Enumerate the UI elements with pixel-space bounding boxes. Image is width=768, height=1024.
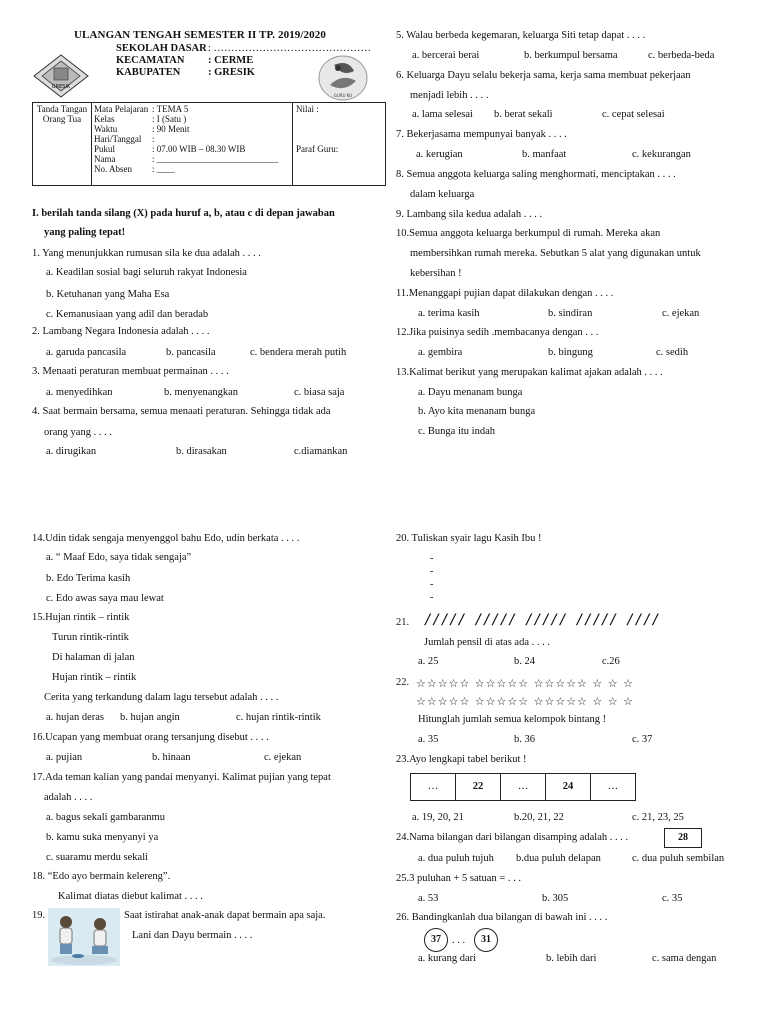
q7-option-a[interactable]: a. kerugian — [416, 149, 463, 160]
q12-option-c[interactable]: c. sedih — [656, 347, 689, 358]
q14-option-c[interactable]: c. Edo awas saya mau lewat — [46, 593, 164, 604]
school-value: : ……………………………………… — [208, 43, 372, 54]
q11-option-c[interactable]: c. ejekan — [662, 308, 700, 319]
kecamatan-value: : CERME — [208, 55, 254, 66]
q15-option-b[interactable]: b. hujan angin — [120, 712, 180, 723]
student-info-table — [32, 102, 386, 186]
question-13: 13.Kalimat berikut yang merupakan kalimat ajakan adalah . . . . — [396, 367, 663, 378]
question-24: 24.Nama bilangan dari bilangan disamping adalah . . . . — [396, 832, 629, 843]
q23-option-a[interactable]: a. 19, 20, 21 — [412, 812, 464, 823]
number-sequence-table — [410, 773, 636, 801]
info-label-name: Nama — [94, 154, 116, 164]
section-instruction-line2: yang paling tepat! — [44, 227, 126, 238]
question-16: 16.Ucapan yang membuat orang tersanjung disebut . . . . — [32, 732, 269, 743]
q2-option-b[interactable]: b. pancasila — [166, 347, 216, 358]
question-18-line2: Kalimat diatas diebut kalimat . . . . — [58, 891, 203, 902]
q13-option-c[interactable]: c. Bunga itu indah — [418, 426, 495, 437]
question-17-line2: adalah . . . . — [44, 792, 93, 803]
info-label-date: Hari/Tanggal — [94, 134, 142, 144]
q15-lyric-line2: Di halaman di jalan — [52, 652, 135, 663]
question-23: 23.Ayo lengkapi tabel berikut ! — [396, 754, 527, 765]
q22-option-c[interactable]: c. 37 — [632, 734, 653, 745]
q3-option-a[interactable]: a. menyedihkan — [46, 387, 113, 398]
sequence-cell-1[interactable]: … — [410, 773, 456, 801]
q24-option-a[interactable]: a. dua puluh tujuh — [418, 853, 494, 864]
kabupaten-value: : GRESIK — [208, 67, 255, 78]
info-value-subject: : TEMA 5 — [152, 104, 189, 114]
q1-option-c[interactable]: c. Kemanusiaan yang adil dan beradab — [46, 309, 209, 320]
question-3: 3. Menaati peraturan membuat permainan . . . . — [32, 366, 229, 377]
nilai-label[interactable]: Nilai : — [296, 104, 319, 114]
q16-option-a[interactable]: a. pujian — [46, 752, 83, 763]
parent-signature-cell[interactable] — [33, 103, 92, 186]
q13-option-b[interactable]: b. Ayo kita menanam bunga — [418, 406, 536, 417]
info-value-absen-field[interactable]: : ____ — [152, 164, 175, 174]
question-10-line2: membersihkan rumah mereka. Sebutkan 5 alat yang digunakan untuk — [410, 248, 701, 259]
sequence-cell-5[interactable]: … — [591, 773, 636, 801]
question-21-number: 21. — [396, 617, 410, 628]
question-10-line3: kebersihan ! — [410, 268, 462, 279]
q16-option-c[interactable]: c. ejekan — [264, 752, 302, 763]
question-4-line1: 4. Saat bermain bersama, semua menaati peraturan. Sehingga tidak ada — [32, 406, 331, 417]
q4-option-a[interactable]: a. dirugikan — [46, 446, 97, 457]
sequence-cell-4: 24 — [546, 773, 591, 801]
compare-number-left: 37 — [424, 928, 448, 952]
q24-option-c[interactable]: c. dua puluh sembilan — [632, 853, 725, 864]
section-instruction-line1: I. berilah tanda silang (X) pada huruf a, b, atau c di depan jawaban — [32, 208, 335, 219]
info-label-absen: No. Absen — [94, 164, 132, 174]
q2-option-c[interactable]: c. bendera merah putih — [250, 347, 347, 358]
question-14: 14.Udin tidak sengaja menyenggol bahu Edo, udin berkata . . . . — [32, 533, 300, 544]
question-22-number: 22. — [396, 677, 410, 688]
q6-option-a[interactable]: a. lama selesai — [412, 109, 473, 120]
q1-option-a[interactable]: a. Keadilan sosial bagi seluruh rakyat Indonesia — [46, 267, 247, 278]
q23-option-b[interactable]: b.20, 21, 22 — [514, 812, 564, 823]
q25-option-b[interactable]: b. 305 — [542, 893, 569, 904]
q26-option-a[interactable]: a. kurang dari — [418, 953, 477, 964]
question-17-line1: 17.Ada teman kalian yang pandai menyanyi. Kalimat pujian yang tepat — [32, 772, 331, 783]
info-value-class: : I (Satu ) — [152, 114, 187, 124]
question-19-number: 19. — [32, 910, 46, 921]
q15-question: Cerita yang terkandung dalam lagu tersebut adalah . . . . — [44, 692, 279, 703]
compare-number-right: 31 — [474, 928, 498, 952]
q21-option-c[interactable]: c.26 — [602, 656, 620, 667]
q20-blank-1[interactable]: - — [430, 553, 434, 564]
q15-option-c[interactable]: c. hujan rintik-rintik — [236, 712, 321, 723]
q3-option-b[interactable]: b. menyenangkan — [164, 387, 239, 398]
info-value-name-field[interactable]: : ___________________________ — [152, 154, 279, 164]
question-9: 9. Lambang sila kedua adalah . . . . — [396, 209, 543, 220]
q25-option-a[interactable]: a. 53 — [418, 893, 439, 904]
number-box-28: 28 — [664, 828, 702, 848]
q11-option-a[interactable]: a. terima kasih — [418, 308, 480, 319]
q6-option-c[interactable]: c. cepat selesai — [602, 109, 665, 120]
q2-option-a[interactable]: a. garuda pancasila — [46, 347, 127, 358]
q15-lyric-line3: Hujan rintik – rintik — [52, 672, 137, 683]
question-4-line2: orang yang . . . . — [44, 427, 112, 438]
info-label-class: Kelas — [94, 114, 115, 124]
info-value-time: : 90 Menit — [152, 124, 190, 134]
question-6-line2: menjadi lebih . . . . — [410, 90, 489, 101]
question-21: Jumlah pensil di atas ada . . . . — [424, 637, 550, 648]
q5-option-c[interactable]: c. berbeda-beda — [648, 50, 715, 61]
question-26: 26. Bandingkanlah dua bilangan di bawah ini . . . . — [396, 912, 608, 923]
q21-option-a[interactable]: a. 25 — [418, 656, 439, 667]
question-25: 25.3 puluhan + 5 satuan = . . . — [396, 873, 521, 884]
question-19-line1: Saat istirahat anak-anak dapat bermain apa saja. — [124, 910, 326, 921]
q7-option-b[interactable]: b. manfaat — [522, 149, 567, 160]
q20-blank-4[interactable]: - — [430, 592, 434, 603]
q17-option-c[interactable]: c. suaramu merdu sekali — [46, 852, 149, 863]
paraf-guru-label[interactable]: Paraf Guru: — [296, 144, 339, 154]
q24-option-b[interactable]: b.dua puluh delapan — [516, 853, 601, 864]
q12-option-a[interactable]: a. gembira — [418, 347, 463, 358]
q21-option-b[interactable]: b. 24 — [514, 656, 535, 667]
info-value-hour: : 07.00 WIB – 08.30 WIB — [152, 144, 246, 154]
logo-text: GURU KU — [333, 93, 353, 98]
q15-lyric-line1: Turun rintik-rintik — [52, 632, 129, 643]
q13-option-a[interactable]: a. Dayu menanam bunga — [418, 387, 523, 398]
gresik-seal-logo — [32, 54, 90, 98]
question-20: 20. Tuliskan syair lagu Kasih Ibu ! — [396, 533, 542, 544]
question-19-line2: Lani dan Dayu bermain . . . . — [132, 930, 253, 941]
question-8-line1: 8. Semua anggota keluarga saling menghormati, menciptakan . . . . — [396, 169, 676, 180]
info-value-date[interactable]: : — [152, 134, 155, 144]
q26-option-c[interactable]: c. sama dengan — [652, 953, 717, 964]
question-15: 15.Hujan rintik – rintik — [32, 612, 130, 623]
question-10-line1: 10.Semua anggota keluarga berkumpul di rumah. Mereka akan — [396, 228, 661, 239]
question-18: 18. “Edo ayo bermain kelereng”. — [32, 871, 171, 882]
q6-option-b[interactable]: b. berat sekali — [494, 109, 553, 120]
question-7: 7. Bekerjasama mempunyai banyak . . . . — [396, 129, 567, 140]
question-11: 11.Menanggapi pujian dapat dilakukan dengan . . . . — [396, 288, 614, 299]
question-8-line2: dalam keluarga — [410, 189, 475, 200]
question-2: 2. Lambang Negara Indonesia adalah . . . . — [32, 326, 210, 337]
q4-option-b[interactable]: b. dirasakan — [176, 446, 227, 457]
q7-option-c[interactable]: c. kekurangan — [632, 149, 691, 160]
q3-option-c[interactable]: c. biasa saja — [294, 387, 345, 398]
question-5: 5. Walau berbeda kegemaran, keluarga Siti tetap dapat . . . . — [396, 30, 646, 41]
q16-option-b[interactable]: b. hinaan — [152, 752, 191, 763]
q22-option-a[interactable]: a. 35 — [418, 734, 439, 745]
star-groups-row1: ☆☆☆☆☆ ☆☆☆☆☆ ☆☆☆☆☆ ☆ ☆ ☆ — [416, 677, 634, 690]
q12-option-b[interactable]: b. bingung — [548, 347, 593, 358]
q25-option-c[interactable]: c. 35 — [662, 893, 683, 904]
q15-option-a[interactable]: a. hujan deras — [46, 712, 105, 723]
q17-option-a[interactable]: a. bagus sekali gambaranmu — [46, 812, 165, 823]
kecamatan-label: KECAMATAN — [116, 55, 185, 66]
question-6-line1: 6. Keluarga Dayu selalu bekerja sama, kerja sama membuat pekerjaan — [396, 70, 691, 81]
children-playing-illustration — [48, 908, 120, 966]
star-groups-row2: ☆☆☆☆☆ ☆☆☆☆☆ ☆☆☆☆☆ ☆ ☆ ☆ — [416, 695, 634, 708]
seal-text: GRESIK — [51, 84, 71, 90]
exam-title: ULANGAN TENGAH SEMESTER II TP. 2019/2020 — [74, 29, 326, 41]
q17-option-b[interactable]: b. kamu suka menyanyi ya — [46, 832, 159, 843]
q11-option-b[interactable]: b. sindiran — [548, 308, 593, 319]
question-12: 12.Jika puisinya sedih .membacanya dengan . . . — [396, 327, 599, 338]
q20-blank-3[interactable]: - — [430, 579, 434, 590]
q26-option-b[interactable]: b. lebih dari — [546, 953, 597, 964]
question-1: 1. Yang menunjukkan rumusan sila ke dua adalah . . . . — [32, 248, 261, 259]
q4-option-c[interactable]: c.diamankan — [294, 446, 348, 457]
info-label-hour: Pukul — [94, 144, 116, 154]
q5-option-a[interactable]: a. bercerai berai — [412, 50, 480, 61]
sequence-cell-3[interactable]: … — [501, 773, 546, 801]
q22-option-b[interactable]: b. 36 — [514, 734, 535, 745]
info-label-subject: Mata Pelajaran — [94, 104, 149, 114]
q14-option-a[interactable]: a. “ Maaf Edo, saya tidak sengaja” — [46, 552, 192, 563]
parent-signature-label: Tanda Tangan Orang Tua — [36, 104, 88, 124]
q14-option-b[interactable]: b. Edo Terima kasih — [46, 573, 131, 584]
sequence-cell-2: 22 — [456, 773, 501, 801]
q23-option-c[interactable]: c. 21, 23, 25 — [632, 812, 684, 823]
kabupaten-label: KABUPATEN — [116, 67, 181, 78]
school-logo — [318, 55, 368, 101]
q20-blank-2[interactable]: - — [430, 566, 434, 577]
info-label-time: Waktu — [94, 124, 118, 134]
q1-option-b[interactable]: b. Ketuhanan yang Maha Esa — [46, 289, 170, 300]
q5-option-b[interactable]: b. berkumpul bersama — [524, 50, 618, 61]
compare-placeholder[interactable]: . . . — [452, 935, 466, 946]
question-22: Hitunglah jumlah semua kelompok bintang ! — [418, 714, 607, 725]
school-label: SEKOLAH DASAR — [116, 43, 207, 54]
pencil-tally-graphic: ///// ///// ///// ///// //// — [424, 612, 661, 628]
